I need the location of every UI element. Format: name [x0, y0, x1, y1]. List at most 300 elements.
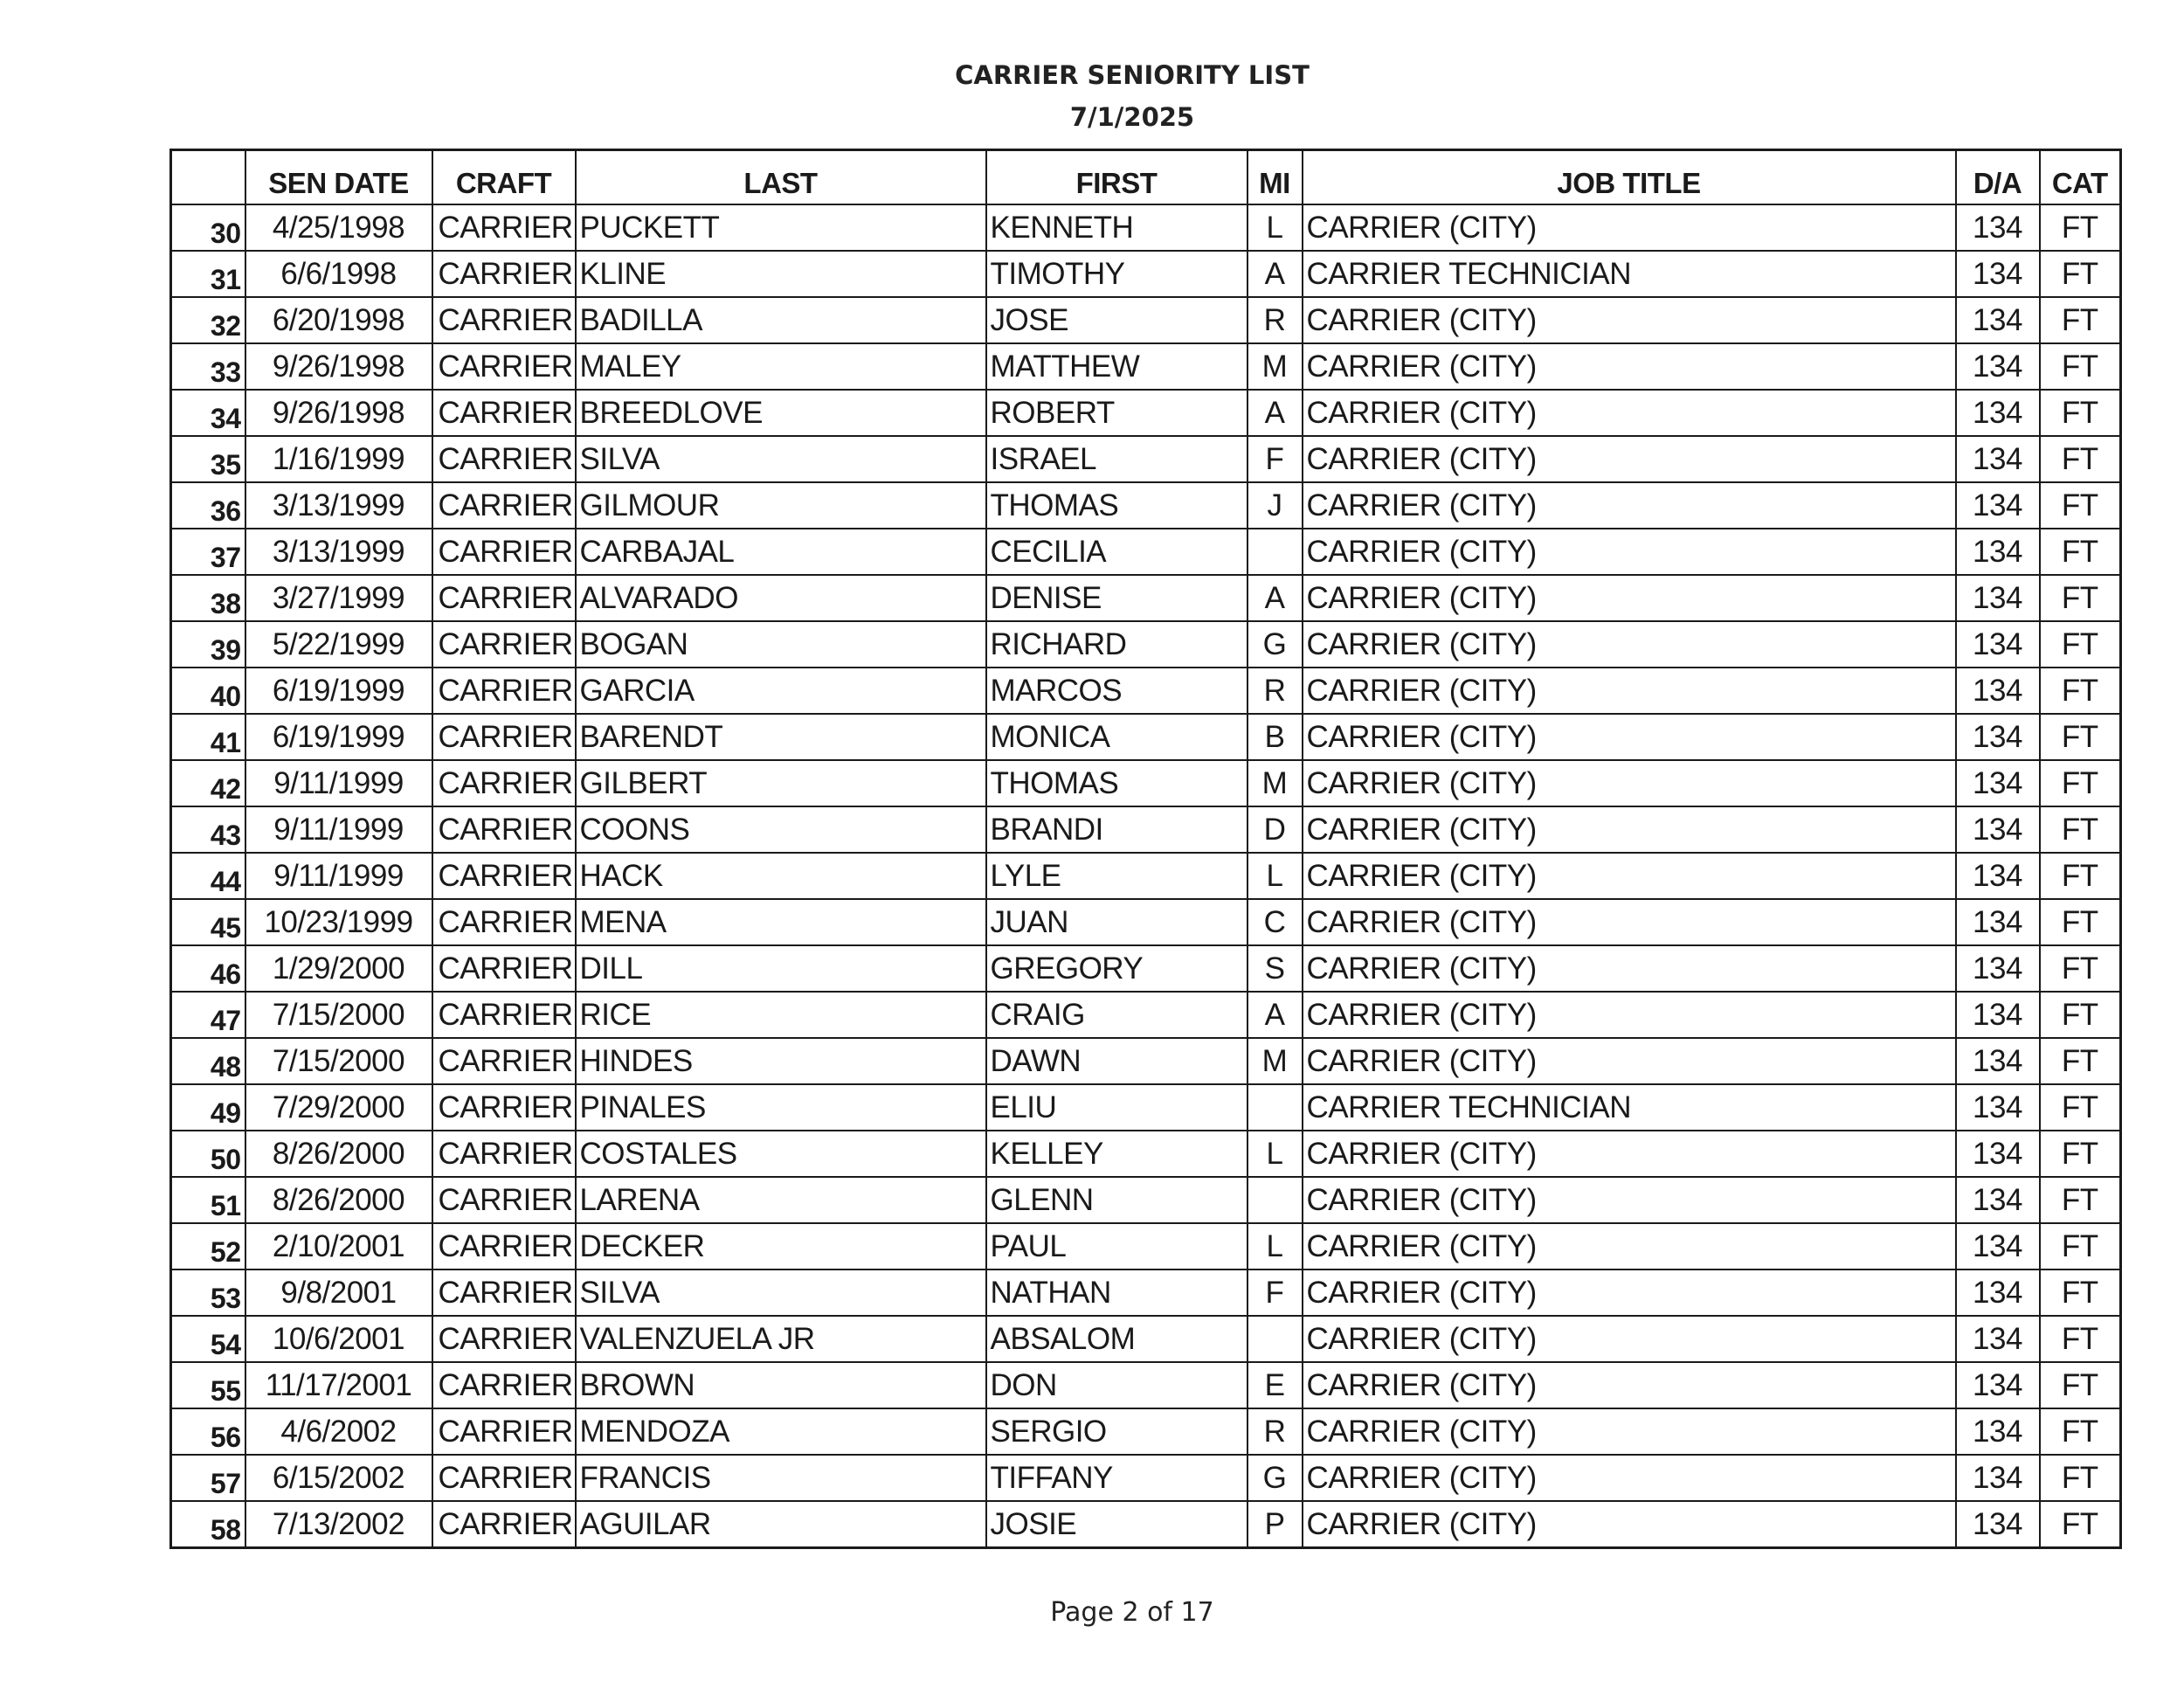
cell-cat: FT: [2040, 297, 2121, 343]
cell-sen-date: 8/26/2000: [245, 1131, 432, 1177]
table-row: [171, 806, 2121, 853]
cell-last: DILL: [576, 945, 986, 992]
cell-job-title: CARRIER (CITY): [1303, 1316, 1956, 1362]
cell-mi: G: [1248, 1455, 1303, 1501]
table-row: [171, 760, 2121, 806]
cell-craft: CARRIER: [432, 899, 576, 945]
cell-mi: E: [1248, 1362, 1303, 1408]
cell-craft: CARRIER: [432, 1084, 576, 1131]
cell-da: 134: [1956, 1084, 2040, 1131]
cell-num: 31: [171, 251, 245, 297]
cell-da: 134: [1956, 853, 2040, 899]
cell-mi: A: [1248, 251, 1303, 297]
cell-first: THOMAS: [986, 760, 1248, 806]
cell-mi: R: [1248, 1408, 1303, 1455]
cell-craft: CARRIER: [432, 390, 576, 436]
cell-mi: [1248, 1316, 1303, 1362]
cell-mi: M: [1248, 343, 1303, 390]
table-row: [171, 436, 2121, 482]
cell-da: 134: [1956, 1269, 2040, 1316]
cell-job-title: CARRIER TECHNICIAN: [1303, 1084, 1956, 1131]
cell-num: 30: [171, 204, 245, 251]
table-row: [171, 1038, 2121, 1084]
cell-mi: M: [1248, 760, 1303, 806]
header-da: D/A: [1956, 150, 2040, 205]
table-row: [171, 1084, 2121, 1131]
cell-last: BREEDLOVE: [576, 390, 986, 436]
cell-cat: FT: [2040, 1316, 2121, 1362]
seniority-table: [169, 149, 2122, 1549]
cell-sen-date: 3/13/1999: [245, 482, 432, 529]
cell-da: 134: [1956, 1131, 2040, 1177]
cell-job-title: CARRIER (CITY): [1303, 899, 1956, 945]
cell-num: 48: [171, 1038, 245, 1084]
cell-mi: J: [1248, 482, 1303, 529]
cell-num: 53: [171, 1269, 245, 1316]
cell-da: 134: [1956, 343, 2040, 390]
cell-cat: FT: [2040, 1177, 2121, 1223]
cell-num: 37: [171, 529, 245, 575]
header-craft: CRAFT: [432, 150, 576, 205]
cell-num: 56: [171, 1408, 245, 1455]
cell-da: 134: [1956, 945, 2040, 992]
cell-last: BROWN: [576, 1362, 986, 1408]
table-row: [171, 1455, 2121, 1501]
cell-craft: CARRIER: [432, 992, 576, 1038]
cell-sen-date: 5/22/1999: [245, 621, 432, 668]
cell-mi: M: [1248, 1038, 1303, 1084]
cell-craft: CARRIER: [432, 1131, 576, 1177]
cell-first: MARCOS: [986, 668, 1248, 714]
table-row: [171, 204, 2121, 251]
cell-sen-date: 9/26/1998: [245, 343, 432, 390]
cell-num: 55: [171, 1362, 245, 1408]
cell-da: 134: [1956, 436, 2040, 482]
cell-sen-date: 10/23/1999: [245, 899, 432, 945]
cell-num: 57: [171, 1455, 245, 1501]
table-row: [171, 899, 2121, 945]
cell-cat: FT: [2040, 1455, 2121, 1501]
cell-last: LARENA: [576, 1177, 986, 1223]
cell-cat: FT: [2040, 1362, 2121, 1408]
cell-num: 52: [171, 1223, 245, 1269]
cell-first: DAWN: [986, 1038, 1248, 1084]
cell-da: 134: [1956, 529, 2040, 575]
cell-cat: FT: [2040, 1084, 2121, 1131]
cell-da: 134: [1956, 992, 2040, 1038]
cell-mi: L: [1248, 853, 1303, 899]
cell-sen-date: 9/11/1999: [245, 760, 432, 806]
cell-craft: CARRIER: [432, 251, 576, 297]
cell-sen-date: 6/19/1999: [245, 668, 432, 714]
cell-last: BADILLA: [576, 297, 986, 343]
cell-mi: [1248, 1084, 1303, 1131]
table-row: [171, 390, 2121, 436]
cell-first: JUAN: [986, 899, 1248, 945]
cell-num: 34: [171, 390, 245, 436]
cell-last: COSTALES: [576, 1131, 986, 1177]
cell-first: TIMOTHY: [986, 251, 1248, 297]
table-row: [171, 343, 2121, 390]
cell-sen-date: 11/17/2001: [245, 1362, 432, 1408]
cell-sen-date: 7/29/2000: [245, 1084, 432, 1131]
cell-craft: CARRIER: [432, 1223, 576, 1269]
table-row: [171, 714, 2121, 760]
cell-sen-date: 6/20/1998: [245, 297, 432, 343]
cell-first: THOMAS: [986, 482, 1248, 529]
cell-mi: C: [1248, 899, 1303, 945]
table-row: [171, 1223, 2121, 1269]
cell-first: DON: [986, 1362, 1248, 1408]
cell-first: TIFFANY: [986, 1455, 1248, 1501]
cell-job-title: CARRIER (CITY): [1303, 1362, 1956, 1408]
cell-job-title: CARRIER (CITY): [1303, 945, 1956, 992]
cell-job-title: CARRIER (CITY): [1303, 714, 1956, 760]
cell-craft: CARRIER: [432, 297, 576, 343]
document-title: CARRIER SENIORITY LIST: [955, 60, 1310, 90]
cell-craft: CARRIER: [432, 1269, 576, 1316]
cell-num: 51: [171, 1177, 245, 1223]
cell-num: 49: [171, 1084, 245, 1131]
cell-craft: CARRIER: [432, 436, 576, 482]
cell-craft: CARRIER: [432, 1177, 576, 1223]
table-row: [171, 1177, 2121, 1223]
cell-job-title: CARRIER (CITY): [1303, 1455, 1956, 1501]
cell-cat: FT: [2040, 899, 2121, 945]
cell-job-title: CARRIER (CITY): [1303, 1223, 1956, 1269]
table-row: [171, 575, 2121, 621]
cell-job-title: CARRIER (CITY): [1303, 204, 1956, 251]
cell-da: 134: [1956, 1038, 2040, 1084]
cell-sen-date: 2/10/2001: [245, 1223, 432, 1269]
cell-first: JOSE: [986, 297, 1248, 343]
cell-cat: FT: [2040, 853, 2121, 899]
table-row: [171, 251, 2121, 297]
table-row: [171, 1362, 2121, 1408]
cell-craft: CARRIER: [432, 529, 576, 575]
cell-craft: CARRIER: [432, 575, 576, 621]
cell-mi: G: [1248, 621, 1303, 668]
cell-craft: CARRIER: [432, 853, 576, 899]
cell-last: SILVA: [576, 1269, 986, 1316]
cell-cat: FT: [2040, 1038, 2121, 1084]
cell-cat: FT: [2040, 621, 2121, 668]
cell-da: 134: [1956, 1408, 2040, 1455]
table-row: [171, 621, 2121, 668]
header-sen-date: SEN DATE: [245, 150, 432, 205]
cell-first: RICHARD: [986, 621, 1248, 668]
cell-mi: A: [1248, 390, 1303, 436]
table-row: [171, 945, 2121, 992]
cell-first: ISRAEL: [986, 436, 1248, 482]
cell-cat: FT: [2040, 760, 2121, 806]
table-header: [171, 150, 2121, 205]
cell-job-title: CARRIER (CITY): [1303, 1501, 1956, 1548]
cell-last: BARENDT: [576, 714, 986, 760]
cell-sen-date: 9/26/1998: [245, 390, 432, 436]
cell-num: 45: [171, 899, 245, 945]
cell-da: 134: [1956, 1177, 2040, 1223]
table-row: [171, 853, 2121, 899]
cell-da: 134: [1956, 899, 2040, 945]
cell-da: 134: [1956, 297, 2040, 343]
cell-last: FRANCIS: [576, 1455, 986, 1501]
cell-da: 134: [1956, 1455, 2040, 1501]
cell-mi: R: [1248, 668, 1303, 714]
cell-num: 38: [171, 575, 245, 621]
cell-mi: A: [1248, 575, 1303, 621]
cell-num: 54: [171, 1316, 245, 1362]
cell-num: 43: [171, 806, 245, 853]
cell-last: DECKER: [576, 1223, 986, 1269]
header-last: LAST: [576, 150, 986, 205]
cell-da: 134: [1956, 760, 2040, 806]
cell-da: 134: [1956, 204, 2040, 251]
table-row: [171, 1131, 2121, 1177]
cell-job-title: CARRIER (CITY): [1303, 529, 1956, 575]
cell-craft: CARRIER: [432, 343, 576, 390]
cell-first: NATHAN: [986, 1269, 1248, 1316]
cell-da: 134: [1956, 251, 2040, 297]
cell-job-title: CARRIER (CITY): [1303, 760, 1956, 806]
cell-job-title: CARRIER (CITY): [1303, 1177, 1956, 1223]
cell-cat: FT: [2040, 390, 2121, 436]
cell-da: 134: [1956, 1316, 2040, 1362]
cell-num: 44: [171, 853, 245, 899]
document-date: 7/1/2025: [1069, 102, 1195, 132]
cell-craft: CARRIER: [432, 1362, 576, 1408]
cell-mi: [1248, 529, 1303, 575]
cell-last: GILBERT: [576, 760, 986, 806]
cell-last: KLINE: [576, 251, 986, 297]
cell-cat: FT: [2040, 251, 2121, 297]
cell-num: 47: [171, 992, 245, 1038]
cell-first: BRANDI: [986, 806, 1248, 853]
cell-job-title: CARRIER (CITY): [1303, 668, 1956, 714]
cell-craft: CARRIER: [432, 204, 576, 251]
cell-cat: FT: [2040, 482, 2121, 529]
cell-cat: FT: [2040, 1269, 2121, 1316]
cell-sen-date: 9/11/1999: [245, 806, 432, 853]
cell-last: RICE: [576, 992, 986, 1038]
header-mi: MI: [1248, 150, 1303, 205]
cell-da: 134: [1956, 390, 2040, 436]
table-row: [171, 1408, 2121, 1455]
cell-job-title: CARRIER (CITY): [1303, 297, 1956, 343]
cell-job-title: CARRIER (CITY): [1303, 575, 1956, 621]
cell-craft: CARRIER: [432, 668, 576, 714]
cell-last: MALEY: [576, 343, 986, 390]
cell-craft: CARRIER: [432, 1408, 576, 1455]
cell-craft: CARRIER: [432, 482, 576, 529]
header-num: [171, 150, 245, 205]
cell-num: 36: [171, 482, 245, 529]
table-row: [171, 668, 2121, 714]
table-row: [171, 1316, 2121, 1362]
cell-job-title: CARRIER (CITY): [1303, 1408, 1956, 1455]
cell-sen-date: 4/25/1998: [245, 204, 432, 251]
cell-da: 134: [1956, 714, 2040, 760]
cell-first: ROBERT: [986, 390, 1248, 436]
cell-sen-date: 9/11/1999: [245, 853, 432, 899]
cell-last: MENA: [576, 899, 986, 945]
cell-mi: A: [1248, 992, 1303, 1038]
cell-sen-date: 1/16/1999: [245, 436, 432, 482]
header-row: [171, 150, 2121, 205]
cell-last: GILMOUR: [576, 482, 986, 529]
table-row: [171, 1269, 2121, 1316]
cell-num: 50: [171, 1131, 245, 1177]
cell-mi: L: [1248, 1131, 1303, 1177]
cell-job-title: CARRIER (CITY): [1303, 390, 1956, 436]
page-number: Page 2 of 17: [1050, 1597, 1214, 1628]
cell-craft: CARRIER: [432, 1455, 576, 1501]
cell-cat: FT: [2040, 945, 2121, 992]
table-body: [171, 204, 2121, 1548]
header-first: FIRST: [986, 150, 1248, 205]
cell-mi: P: [1248, 1501, 1303, 1548]
table-row: [171, 992, 2121, 1038]
cell-da: 134: [1956, 575, 2040, 621]
cell-job-title: CARRIER TECHNICIAN: [1303, 251, 1956, 297]
cell-first: JOSIE: [986, 1501, 1248, 1548]
cell-craft: CARRIER: [432, 714, 576, 760]
cell-da: 134: [1956, 621, 2040, 668]
cell-first: GLENN: [986, 1177, 1248, 1223]
cell-mi: F: [1248, 436, 1303, 482]
cell-sen-date: 6/19/1999: [245, 714, 432, 760]
cell-num: 40: [171, 668, 245, 714]
cell-craft: CARRIER: [432, 621, 576, 668]
cell-mi: D: [1248, 806, 1303, 853]
cell-cat: FT: [2040, 1501, 2121, 1548]
cell-craft: CARRIER: [432, 945, 576, 992]
cell-last: MENDOZA: [576, 1408, 986, 1455]
cell-job-title: CARRIER (CITY): [1303, 482, 1956, 529]
cell-first: ELIU: [986, 1084, 1248, 1131]
cell-da: 134: [1956, 1223, 2040, 1269]
cell-mi: F: [1248, 1269, 1303, 1316]
cell-job-title: CARRIER (CITY): [1303, 806, 1956, 853]
cell-job-title: CARRIER (CITY): [1303, 436, 1956, 482]
cell-cat: FT: [2040, 343, 2121, 390]
cell-last: HINDES: [576, 1038, 986, 1084]
document-header: [0, 54, 2184, 138]
cell-job-title: CARRIER (CITY): [1303, 1038, 1956, 1084]
table-row: [171, 529, 2121, 575]
cell-first: SERGIO: [986, 1408, 1248, 1455]
header-job-title: JOB TITLE: [1303, 150, 1956, 205]
table-row: [171, 482, 2121, 529]
cell-sen-date: 10/6/2001: [245, 1316, 432, 1362]
cell-craft: CARRIER: [432, 760, 576, 806]
cell-mi: [1248, 1177, 1303, 1223]
cell-da: 134: [1956, 806, 2040, 853]
cell-first: DENISE: [986, 575, 1248, 621]
cell-last: PUCKETT: [576, 204, 986, 251]
cell-first: KELLEY: [986, 1131, 1248, 1177]
cell-job-title: CARRIER (CITY): [1303, 1269, 1956, 1316]
table-row: [171, 297, 2121, 343]
cell-first: CECILIA: [986, 529, 1248, 575]
cell-craft: CARRIER: [432, 806, 576, 853]
cell-num: 35: [171, 436, 245, 482]
cell-last: PINALES: [576, 1084, 986, 1131]
cell-da: 134: [1956, 1362, 2040, 1408]
cell-sen-date: 7/15/2000: [245, 992, 432, 1038]
cell-last: CARBAJAL: [576, 529, 986, 575]
cell-last: ALVARADO: [576, 575, 986, 621]
cell-cat: FT: [2040, 436, 2121, 482]
cell-sen-date: 7/13/2002: [245, 1501, 432, 1548]
cell-job-title: CARRIER (CITY): [1303, 343, 1956, 390]
cell-sen-date: 1/29/2000: [245, 945, 432, 992]
cell-last: SILVA: [576, 436, 986, 482]
cell-last: VALENZUELA JR: [576, 1316, 986, 1362]
cell-job-title: CARRIER (CITY): [1303, 853, 1956, 899]
cell-cat: FT: [2040, 806, 2121, 853]
table-row: [171, 1501, 2121, 1548]
cell-mi: B: [1248, 714, 1303, 760]
cell-sen-date: 6/6/1998: [245, 251, 432, 297]
cell-cat: FT: [2040, 668, 2121, 714]
cell-job-title: CARRIER (CITY): [1303, 1131, 1956, 1177]
cell-job-title: CARRIER (CITY): [1303, 992, 1956, 1038]
cell-da: 134: [1956, 482, 2040, 529]
cell-cat: FT: [2040, 529, 2121, 575]
cell-da: 134: [1956, 668, 2040, 714]
cell-first: MONICA: [986, 714, 1248, 760]
cell-mi: S: [1248, 945, 1303, 992]
cell-sen-date: 8/26/2000: [245, 1177, 432, 1223]
cell-cat: FT: [2040, 1408, 2121, 1455]
cell-craft: CARRIER: [432, 1501, 576, 1548]
cell-craft: CARRIER: [432, 1038, 576, 1084]
cell-job-title: CARRIER (CITY): [1303, 621, 1956, 668]
cell-last: COONS: [576, 806, 986, 853]
cell-num: 39: [171, 621, 245, 668]
cell-craft: CARRIER: [432, 1316, 576, 1362]
cell-cat: FT: [2040, 1131, 2121, 1177]
cell-cat: FT: [2040, 204, 2121, 251]
cell-num: 32: [171, 297, 245, 343]
cell-sen-date: 7/15/2000: [245, 1038, 432, 1084]
cell-first: CRAIG: [986, 992, 1248, 1038]
cell-sen-date: 6/15/2002: [245, 1455, 432, 1501]
cell-num: 46: [171, 945, 245, 992]
cell-sen-date: 3/27/1999: [245, 575, 432, 621]
cell-sen-date: 9/8/2001: [245, 1269, 432, 1316]
cell-sen-date: 4/6/2002: [245, 1408, 432, 1455]
cell-last: BOGAN: [576, 621, 986, 668]
cell-cat: FT: [2040, 714, 2121, 760]
cell-last: AGUILAR: [576, 1501, 986, 1548]
cell-cat: FT: [2040, 575, 2121, 621]
cell-num: 41: [171, 714, 245, 760]
cell-first: KENNETH: [986, 204, 1248, 251]
cell-first: ABSALOM: [986, 1316, 1248, 1362]
cell-last: GARCIA: [576, 668, 986, 714]
cell-da: 134: [1956, 1501, 2040, 1548]
cell-first: LYLE: [986, 853, 1248, 899]
cell-sen-date: 3/13/1999: [245, 529, 432, 575]
cell-mi: L: [1248, 1223, 1303, 1269]
cell-num: 33: [171, 343, 245, 390]
cell-num: 58: [171, 1501, 245, 1548]
cell-first: GREGORY: [986, 945, 1248, 992]
cell-num: 42: [171, 760, 245, 806]
cell-last: HACK: [576, 853, 986, 899]
